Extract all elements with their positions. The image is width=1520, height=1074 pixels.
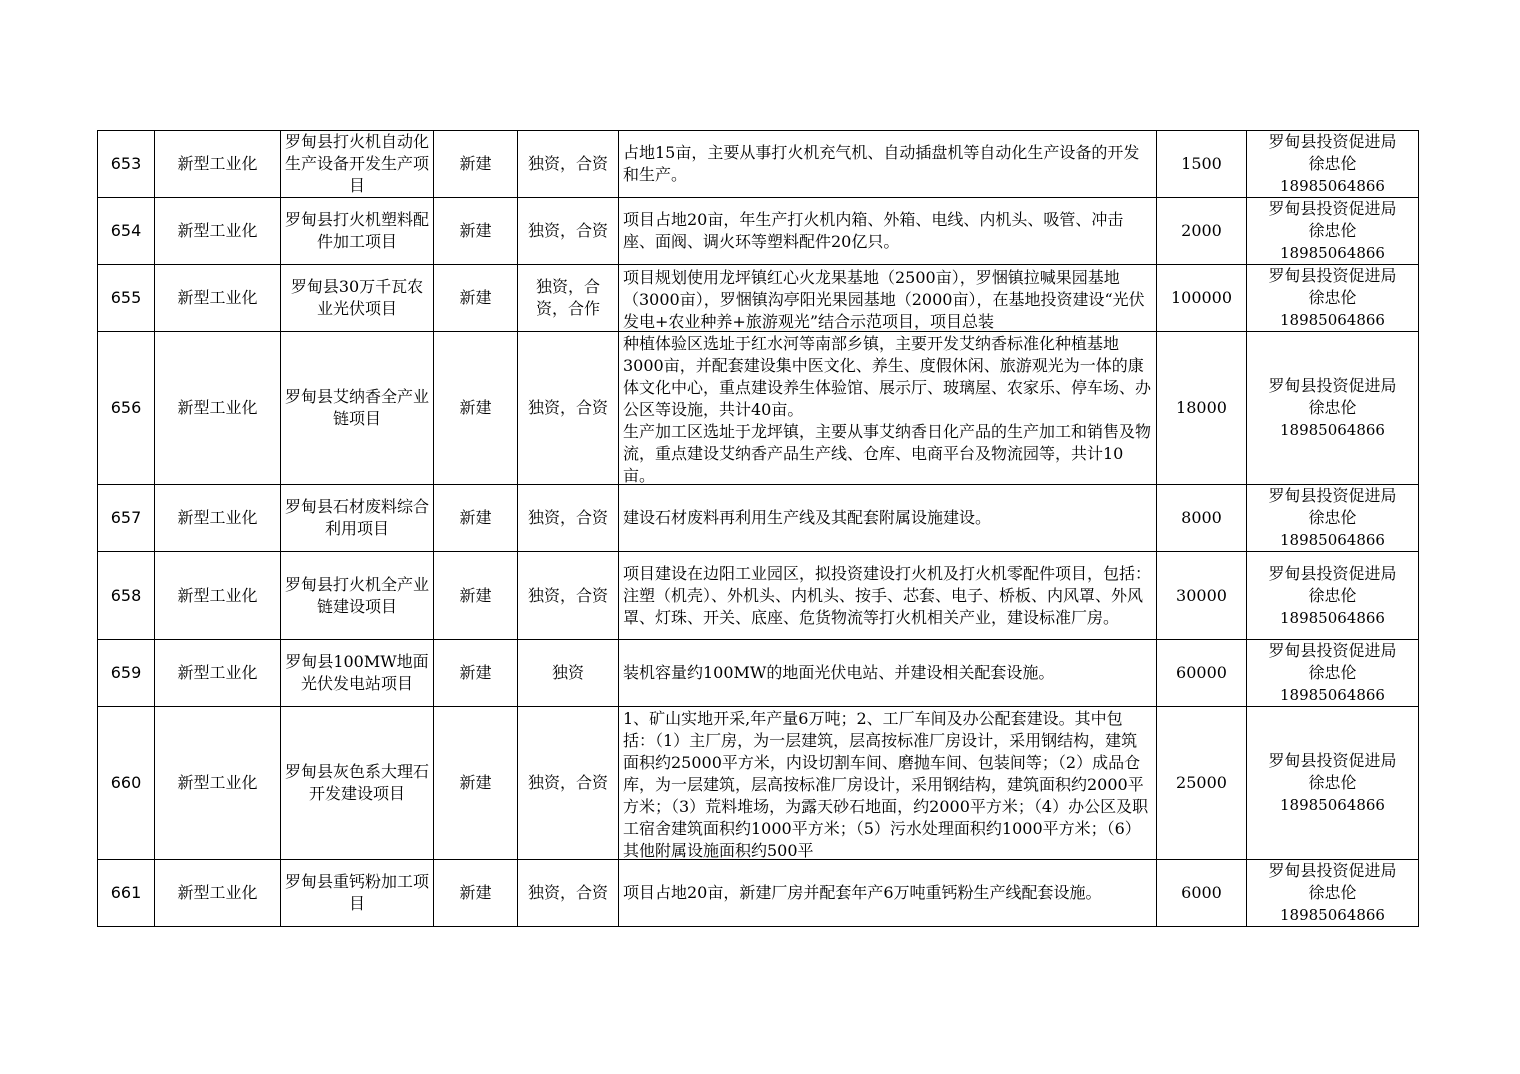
description-text: 占地15亩，主要从事打火机充气机、自动插盘机等自动化生产设备的开发和生产。 bbox=[623, 143, 1140, 184]
description-paragraph: 种植体验区选址于红水河等南部乡镇，主要开发艾纳香标准化种植基地3000亩，并配套建设集中医文化、养生、度假休闲、旅游观光为一体的康体文化中心，重点建设养生体验馆、展示厅、玻璃屋、农家乐、停车场、办公区等设施，共计40亩。 bbox=[623, 333, 1152, 419]
investment-amount: 25000 bbox=[1157, 707, 1247, 860]
description-text: 项目占地20亩，新建厂房并配套年产6万吨重钙粉生产线配套设施。 bbox=[623, 883, 1102, 902]
table-row bbox=[98, 640, 1419, 707]
project-category: 新型工业化 bbox=[155, 640, 281, 707]
construction-type: 新建 bbox=[434, 485, 518, 552]
cooperation-mode: 独资，合资 bbox=[518, 552, 619, 640]
cooperation-mode: 独资 bbox=[518, 640, 619, 707]
table-row bbox=[98, 485, 1419, 552]
construction-type: 新建 bbox=[434, 860, 518, 927]
contact-person: 徐忠伦 bbox=[1308, 288, 1357, 307]
project-table bbox=[97, 130, 1419, 927]
contact-phone: 18985064866 bbox=[1280, 531, 1385, 549]
table-row bbox=[98, 860, 1419, 927]
construction-type: 新建 bbox=[434, 640, 518, 707]
project-name: 罗甸县打火机塑料配件加工项目 bbox=[281, 198, 434, 265]
cooperation-mode: 独资，合资 bbox=[518, 198, 619, 265]
contact-org: 罗甸县投资促进局 bbox=[1268, 486, 1397, 505]
description-paragraph: 生产加工区选址于龙坪镇，主要从事艾纳香日化产品的生产加工和销售及物流，重点建设艾纳香产品生产线、仓库、电商平台及物流园等，共计10亩。 bbox=[623, 421, 1152, 484]
description-text bbox=[623, 333, 1152, 484]
cooperation-mode: 独资，合资 bbox=[518, 332, 619, 485]
contact-person: 徐忠伦 bbox=[1308, 585, 1357, 605]
contact-person: 徐忠伦 bbox=[1308, 221, 1357, 240]
construction-type: 新建 bbox=[434, 198, 518, 265]
construction-type: 新建 bbox=[434, 332, 518, 485]
cooperation-mode: 独资，合资 bbox=[518, 860, 619, 927]
contact-org: 罗甸县投资促进局 bbox=[1268, 199, 1397, 218]
contact-info bbox=[1247, 198, 1419, 265]
investment-amount: 30000 bbox=[1157, 552, 1247, 640]
project-name: 罗甸县打火机自动化生产设备开发生产项目 bbox=[281, 131, 434, 198]
contact-phone: 18985064866 bbox=[1280, 686, 1385, 704]
construction-type: 新建 bbox=[434, 552, 518, 640]
project-category: 新型工业化 bbox=[155, 552, 281, 640]
project-number: 656 bbox=[98, 332, 155, 485]
project-category: 新型工业化 bbox=[155, 198, 281, 265]
contact-org: 罗甸县投资促进局 bbox=[1268, 132, 1397, 151]
contact-phone: 18985064866 bbox=[1280, 608, 1385, 627]
project-description bbox=[619, 707, 1157, 860]
cooperation-mode: 独资，合资 bbox=[518, 485, 619, 552]
project-category: 新型工业化 bbox=[155, 332, 281, 485]
project-description bbox=[619, 860, 1157, 927]
contact-info bbox=[1247, 332, 1419, 485]
contact-person: 徐忠伦 bbox=[1308, 773, 1357, 792]
table-row bbox=[98, 198, 1419, 265]
project-name: 罗甸县艾纳香全产业链项目 bbox=[281, 332, 434, 485]
project-number: 655 bbox=[98, 265, 155, 332]
description-text: 项目规划使用龙坪镇红心火龙果基地（2500亩），罗悃镇拉喊果园基地（3000亩），罗悃镇沟亭阳光果园基地（2000亩），在基地投资建设“光伏发电+农业种养+旅游观光”结合示范项目，项目总装 bbox=[623, 267, 1145, 330]
project-description bbox=[619, 485, 1157, 552]
contact-org: 罗甸县投资促进局 bbox=[1268, 751, 1397, 770]
table-row bbox=[98, 332, 1419, 485]
project-description bbox=[619, 552, 1157, 640]
project-description bbox=[619, 332, 1157, 485]
contact-phone: 18985064866 bbox=[1280, 311, 1385, 329]
investment-amount: 18000 bbox=[1157, 332, 1247, 485]
project-category: 新型工业化 bbox=[155, 707, 281, 860]
investment-amount: 6000 bbox=[1157, 860, 1247, 927]
contact-org: 罗甸县投资促进局 bbox=[1268, 563, 1397, 583]
project-name: 罗甸县打火机全产业链建设项目 bbox=[281, 552, 434, 640]
contact-person: 徐忠伦 bbox=[1308, 398, 1357, 417]
project-description bbox=[619, 265, 1157, 332]
contact-person: 徐忠伦 bbox=[1308, 508, 1357, 527]
description-text: 项目占地20亩，年生产打火机内箱、外箱、电线、内机头、吸管、冲击座、面阀、调火环等塑料配件20亿只。 bbox=[623, 210, 1124, 251]
project-number: 657 bbox=[98, 485, 155, 552]
contact-org: 罗甸县投资促进局 bbox=[1268, 861, 1397, 880]
description-text: 建设石材废料再利用生产线及其配套附属设施建设。 bbox=[623, 508, 992, 527]
project-number: 660 bbox=[98, 707, 155, 860]
project-category: 新型工业化 bbox=[155, 860, 281, 927]
project-name: 罗甸县灰色系大理石开发建设项目 bbox=[281, 707, 434, 860]
contact-info bbox=[1247, 860, 1419, 927]
contact-phone: 18985064866 bbox=[1280, 244, 1385, 262]
contact-info bbox=[1247, 640, 1419, 707]
table-row bbox=[98, 552, 1419, 640]
project-number: 658 bbox=[98, 552, 155, 640]
table-row bbox=[98, 131, 1419, 198]
project-description bbox=[619, 198, 1157, 265]
table-row bbox=[98, 265, 1419, 332]
cooperation-mode: 独资，合资 bbox=[518, 707, 619, 860]
project-name: 罗甸县100MW地面光伏发电站项目 bbox=[281, 640, 434, 707]
project-description bbox=[619, 640, 1157, 707]
project-name: 罗甸县重钙粉加工项目 bbox=[281, 860, 434, 927]
cooperation-mode: 独资，合资，合作 bbox=[518, 265, 619, 332]
contact-info bbox=[1247, 265, 1419, 332]
investment-amount: 2000 bbox=[1157, 198, 1247, 265]
project-category: 新型工业化 bbox=[155, 485, 281, 552]
investment-amount: 1500 bbox=[1157, 131, 1247, 198]
table-row bbox=[98, 707, 1419, 860]
contact-phone: 18985064866 bbox=[1280, 906, 1385, 924]
project-name: 罗甸县30万千瓦农业光伏项目 bbox=[281, 265, 434, 332]
contact-phone: 18985064866 bbox=[1280, 796, 1385, 814]
contact-person: 徐忠伦 bbox=[1308, 154, 1357, 173]
contact-info bbox=[1247, 131, 1419, 198]
project-description bbox=[619, 131, 1157, 198]
project-number: 661 bbox=[98, 860, 155, 927]
contact-phone: 18985064866 bbox=[1280, 421, 1385, 439]
contact-phone: 18985064866 bbox=[1280, 177, 1385, 195]
contact-org: 罗甸县投资促进局 bbox=[1268, 641, 1397, 660]
project-number: 654 bbox=[98, 198, 155, 265]
project-number: 659 bbox=[98, 640, 155, 707]
contact-person: 徐忠伦 bbox=[1308, 663, 1357, 682]
contact-org: 罗甸县投资促进局 bbox=[1268, 376, 1397, 395]
contact-info bbox=[1247, 552, 1419, 640]
investment-amount: 8000 bbox=[1157, 485, 1247, 552]
investment-amount: 60000 bbox=[1157, 640, 1247, 707]
description-text: 项目建设在边阳工业园区，拟投资建设打火机及打火机零配件项目，包括：注塑（机壳）、外机头、内机头、按手、芯套、电子、桥板、内风罩、外风罩、灯珠、开关、底座、危货物流等打火机相关产业，建设标准厂房。 bbox=[623, 563, 1152, 627]
project-category: 新型工业化 bbox=[155, 131, 281, 198]
construction-type: 新建 bbox=[434, 707, 518, 860]
contact-org: 罗甸县投资促进局 bbox=[1268, 266, 1397, 285]
construction-type: 新建 bbox=[434, 131, 518, 198]
project-category: 新型工业化 bbox=[155, 265, 281, 332]
contact-info bbox=[1247, 707, 1419, 860]
project-name: 罗甸县石材废料综合利用项目 bbox=[281, 485, 434, 552]
investment-amount: 100000 bbox=[1157, 265, 1247, 332]
contact-info bbox=[1247, 485, 1419, 552]
contact-person: 徐忠伦 bbox=[1308, 883, 1357, 902]
project-number: 653 bbox=[98, 131, 155, 198]
cooperation-mode: 独资，合资 bbox=[518, 131, 619, 198]
description-text: 装机容量约100MW的地面光伏电站、并建设相关配套设施。 bbox=[623, 663, 1055, 682]
description-text: 1、矿山实地开采,年产量6万吨；2、工厂车间及办公配套建设。其中包括：（1）主厂房，为一层建筑，层高按标准厂房设计，采用钢结构，建筑面积约25000平方米，内设切割车间、磨抛车间、包装间等；（2）成品仓库，为一层建筑，层高按标准厂房设计，采用钢结构，建筑面积约2000平方米；（3）荒料堆场，为露天砂石地面，约2000平方米；（4）办公区及职工宿舍建筑面积约1000平方米；（5）污水处理面积约1000平方米；（6）其他附属设施面积约500平 bbox=[623, 708, 1149, 859]
construction-type: 新建 bbox=[434, 265, 518, 332]
